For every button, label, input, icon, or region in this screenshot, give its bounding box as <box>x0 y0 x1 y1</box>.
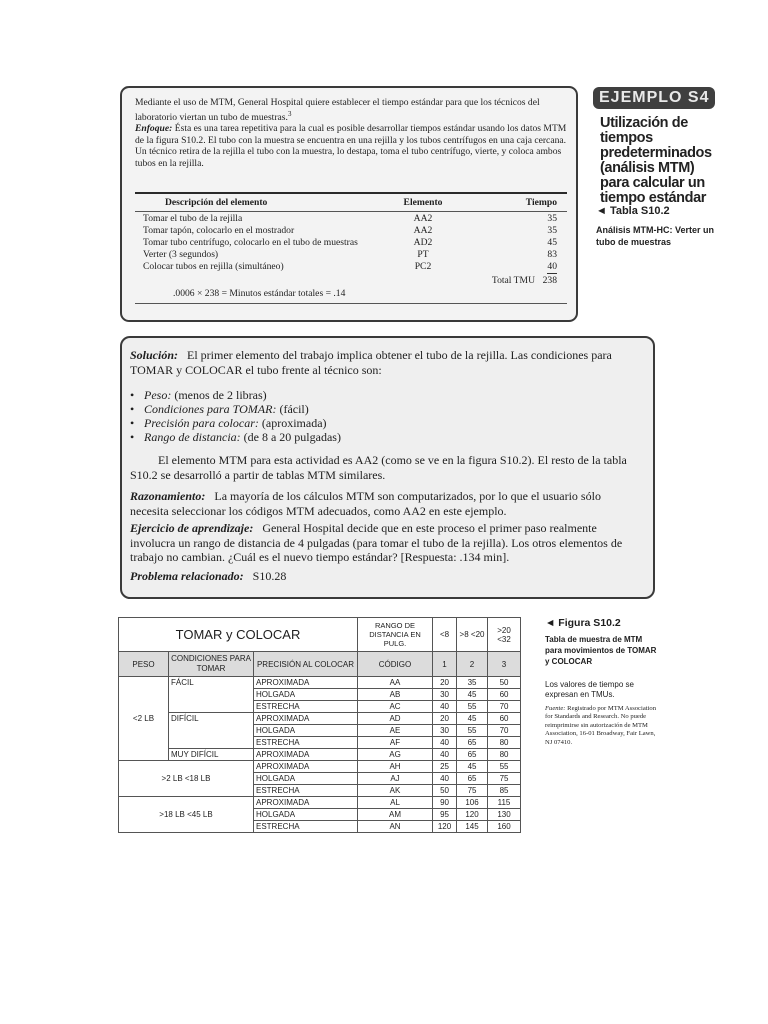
code-cell: AH <box>358 761 433 773</box>
precision-cell: ESTRECHA <box>254 785 358 797</box>
value-cell: 130 <box>488 809 521 821</box>
code-cell: AD <box>358 713 433 725</box>
value-cell: 40 <box>433 773 457 785</box>
value-cell: 90 <box>433 797 457 809</box>
value-cell: 80 <box>488 749 521 761</box>
example-badge: EJEMPLO S4 <box>593 87 715 109</box>
condition-cell: DIFÍCIL <box>169 713 254 749</box>
row-description: Tomar tubo centrífugo, colocarlo en el tubo de muestras <box>143 237 358 248</box>
row-element: AA2 <box>413 213 433 224</box>
related-text: S10.28 <box>252 569 287 583</box>
value-cell: 75 <box>488 773 521 785</box>
table-header-row <box>135 197 567 209</box>
code-cell: AG <box>358 749 433 761</box>
value-cell: 60 <box>488 713 521 725</box>
table-title: TOMAR y COLOCAR <box>119 618 358 652</box>
condition-cell: MUY DIFÍCIL <box>169 749 254 761</box>
code-cell: AB <box>358 689 433 701</box>
bullet-label: Precisión para colocar: <box>144 416 259 430</box>
bullet-label: Condiciones para TOMAR: <box>144 402 277 416</box>
value-cell: 95 <box>433 809 457 821</box>
precision-cell: ESTRECHA <box>254 701 358 713</box>
source-text: Registrado por MTM Association for Standards and Research. No puede reimprimirse sin autorización de MTM Association, 16-01 Broadway, Fair Lawn, NJ 07410. <box>545 705 656 746</box>
precision-cell: ESTRECHA <box>254 821 358 833</box>
list-item: • Precisión para colocar: (aproximada) <box>130 416 327 430</box>
code-cell: AL <box>358 797 433 809</box>
col-header-conditions: CONDICIONES PARA TOMAR <box>169 652 254 677</box>
value-cell: 20 <box>433 713 457 725</box>
row-description: Tomar tapón, colocarlo en el mostrador <box>143 225 295 236</box>
col-header-precision: PRECISIÓN AL COLOCAR <box>254 652 358 677</box>
footnote-marker: 3 <box>287 109 292 118</box>
table-header-row <box>119 652 521 677</box>
row-description: Tomar el tubo de la rejilla <box>143 213 243 224</box>
value-cell: 30 <box>433 725 457 737</box>
row-element: AA2 <box>413 225 433 236</box>
table-row <box>135 249 567 261</box>
value-cell: 45 <box>457 761 488 773</box>
col-header-time: Tiempo <box>525 197 557 208</box>
value-cell: 55 <box>488 761 521 773</box>
example-intro: Mediante el uso de MTM, General Hospital quiere establecer el tiempo estándar para que los técnicos del laboratorio viertan un tubo de muestras.$^3$ <box>135 97 540 123</box>
value-cell: 55 <box>457 701 488 713</box>
source-label: Fuente: <box>545 705 566 712</box>
list-item: • Peso: (menos de 2 libras) <box>130 388 267 402</box>
example-box <box>120 86 578 322</box>
value-cell: 20 <box>433 677 457 689</box>
solution-text: El primer elemento del trabajo implica obtener el tubo de la rejilla. Las condiciones para TOMAR y COLOCAR el tubo frente al técnico son: <box>130 348 612 377</box>
precision-cell: APROXIMADA <box>254 749 358 761</box>
value-cell: 40 <box>433 749 457 761</box>
list-item: • Rango de distancia: (de 8 a 20 pulgadas) <box>130 430 341 444</box>
bullet-value: (aproximada) <box>261 416 327 430</box>
row-time: 35 <box>547 213 557 224</box>
value-cell: 45 <box>457 713 488 725</box>
bullet-label: Peso: <box>144 388 172 402</box>
figure-source <box>545 705 663 747</box>
exercise-text: General Hospital decide que en este proceso el primer paso realmente involucra un rango de distancia de 4 pulgadas (para tomar el tubo de la rejilla). Los otros elementos de trabajo no cambian. ¿Cuál es el nuevo tiempo estándar? [Respuesta: .134 min]. <box>130 521 623 565</box>
value-cell: 70 <box>488 701 521 713</box>
value-cell: 60 <box>488 689 521 701</box>
code-cell: AA <box>358 677 433 689</box>
weight-cell: >18 LB <45 LB <box>119 797 254 833</box>
value-cell: 120 <box>433 821 457 833</box>
solution-box <box>120 336 655 599</box>
code-cell: AF <box>358 737 433 749</box>
related-label: Problema relacionado: <box>130 569 244 583</box>
row-description: Colocar tubos en rejilla (simultáneo) <box>143 261 284 272</box>
value-cell: 65 <box>457 749 488 761</box>
precision-cell: APROXIMADA <box>254 677 358 689</box>
range-header: RANGO DE DISTANCIA EN PULG. <box>358 618 433 652</box>
code-cell: AN <box>358 821 433 833</box>
value-cell: 50 <box>433 785 457 797</box>
row-element: AD2 <box>413 237 433 248</box>
bullet-label: Rango de distancia: <box>144 430 241 444</box>
precision-cell: HOLGADA <box>254 689 358 701</box>
precision-cell: APROXIMADA <box>254 797 358 809</box>
code-cell: AE <box>358 725 433 737</box>
value-cell: 145 <box>457 821 488 833</box>
precision-cell: APROXIMADA <box>254 713 358 725</box>
row-element: PT <box>417 249 429 260</box>
value-cell: 70 <box>488 725 521 737</box>
value-cell: 106 <box>457 797 488 809</box>
col-header-code: CÓDIGO <box>358 652 433 677</box>
formula-row <box>135 288 567 300</box>
row-time: 40 <box>547 261 557 272</box>
mtm-table <box>118 617 520 840</box>
precision-cell: HOLGADA <box>254 809 358 821</box>
value-cell: 160 <box>488 821 521 833</box>
solution-paragraph <box>130 348 642 377</box>
approach-label: Enfoque: <box>135 123 173 134</box>
value-cell: 115 <box>488 797 521 809</box>
row-element: PC2 <box>414 261 432 272</box>
table-row <box>135 261 567 273</box>
row-time: 83 <box>547 249 557 260</box>
col-header-weight: PESO <box>119 652 169 677</box>
row-time: 35 <box>547 225 557 236</box>
table-row <box>135 237 567 249</box>
value-cell: 45 <box>457 689 488 701</box>
table-row <box>119 677 521 689</box>
table-bottom-rule <box>135 303 567 304</box>
reasoning-text: La mayoría de los cálculos MTM son computarizados, por lo que el usuario sólo necesita seleccionar los códigos MTM adecuados, como AA2 en este ejemplo. <box>130 489 601 518</box>
value-cell: 55 <box>457 725 488 737</box>
bullet-value: (fácil) <box>279 402 309 416</box>
table-title-row <box>119 618 521 652</box>
table-row <box>135 225 567 237</box>
exercise-paragraph <box>130 521 642 565</box>
value-cell: 120 <box>457 809 488 821</box>
list-item: • Condiciones para TOMAR: (fácil) <box>130 402 309 416</box>
table-header-rule <box>135 211 567 212</box>
value-cell: 30 <box>433 689 457 701</box>
range-col: >8 <20 <box>457 618 488 652</box>
col-header-3: 3 <box>488 652 521 677</box>
value-cell: 80 <box>488 737 521 749</box>
code-cell: AK <box>358 785 433 797</box>
bullet-value: (de 8 a 20 pulgadas) <box>243 430 341 444</box>
col-header-element: Elemento <box>403 197 443 208</box>
range-col: >20 <32 <box>488 618 521 652</box>
related-paragraph <box>130 569 642 584</box>
code-cell: AM <box>358 809 433 821</box>
code-cell: AC <box>358 701 433 713</box>
value-cell: 40 <box>433 701 457 713</box>
table-reference: ◄ Tabla S10.2 <box>596 205 670 217</box>
precision-cell: APROXIMADA <box>254 761 358 773</box>
precision-cell: ESTRECHA <box>254 737 358 749</box>
figure-reference: ◄ Figura S10.2 <box>545 617 621 629</box>
table-row <box>119 713 521 725</box>
table-caption: Análisis MTM-HC: Verter un tubo de muestras <box>596 225 715 247</box>
bullet-value: (menos de 2 libras) <box>174 388 267 402</box>
col-header-2: 2 <box>457 652 488 677</box>
value-cell: 75 <box>457 785 488 797</box>
table-row <box>135 213 567 225</box>
total-row <box>135 275 567 287</box>
value-cell: 40 <box>433 737 457 749</box>
solution-label: Solución: <box>130 348 179 362</box>
row-time: 45 <box>547 237 557 248</box>
code-cell: AJ <box>358 773 433 785</box>
figure-caption: Tabla de muestra de MTM para movimientos de TOMAR y COLOCAR <box>545 635 657 666</box>
value-cell: 25 <box>433 761 457 773</box>
value-cell: 65 <box>457 737 488 749</box>
approach-paragraph <box>135 123 567 169</box>
reasoning-label: Razonamiento: <box>130 489 206 503</box>
col-header-1: 1 <box>433 652 457 677</box>
table-row <box>119 797 521 809</box>
formula-text: .0006 × 238 = Minutos estándar totales = .14 <box>173 288 346 299</box>
weight-cell: <2 LB <box>119 677 169 761</box>
value-cell: 65 <box>457 773 488 785</box>
col-header-description: Descripción del elemento <box>165 197 268 208</box>
precision-cell: HOLGADA <box>254 773 358 785</box>
example-title: Utilización de tiempos predeterminados (análisis MTM) para calcular un tiempo estándar <box>600 115 712 206</box>
table-row <box>119 761 521 773</box>
figure-note: Los valores de tiempo se expresan en TMUs. <box>545 680 634 699</box>
value-cell: 50 <box>488 677 521 689</box>
value-cell: 85 <box>488 785 521 797</box>
total-value: 238 <box>542 275 557 286</box>
table-row <box>119 749 521 761</box>
condition-cell: FÁCIL <box>169 677 254 713</box>
table-top-rule <box>135 192 567 194</box>
precision-cell: HOLGADA <box>254 725 358 737</box>
mtm-element-paragraph: El elemento MTM para esta actividad es AA2 (como se ve en la figura S10.2). El resto de la tabla S10.2 se desarrolló a partir de tablas MTM similares. <box>130 453 627 482</box>
reasoning-paragraph <box>130 489 642 518</box>
range-col: <8 <box>433 618 457 652</box>
exercise-label: Ejercicio de aprendizaje: <box>130 521 254 535</box>
weight-cell: >2 LB <18 LB <box>119 761 254 797</box>
approach-text: Ésta es una tarea repetitiva para la cual es posible desarrollar tiempos estándar usando los datos MTM de la figura S10.2. El tubo con la muestra se encuentra en una rejilla y los tubos centrífugos en una caja cercana. Un técnico retira de la rejilla el tubo con la muestra, lo destapa, toma el tubo centrífugo, vierte, y coloca ambos tubos en la rejilla. <box>135 123 567 169</box>
value-cell: 35 <box>457 677 488 689</box>
total-label: Total TMU <box>491 275 535 286</box>
row-description: Verter (3 segundos) <box>143 249 219 260</box>
